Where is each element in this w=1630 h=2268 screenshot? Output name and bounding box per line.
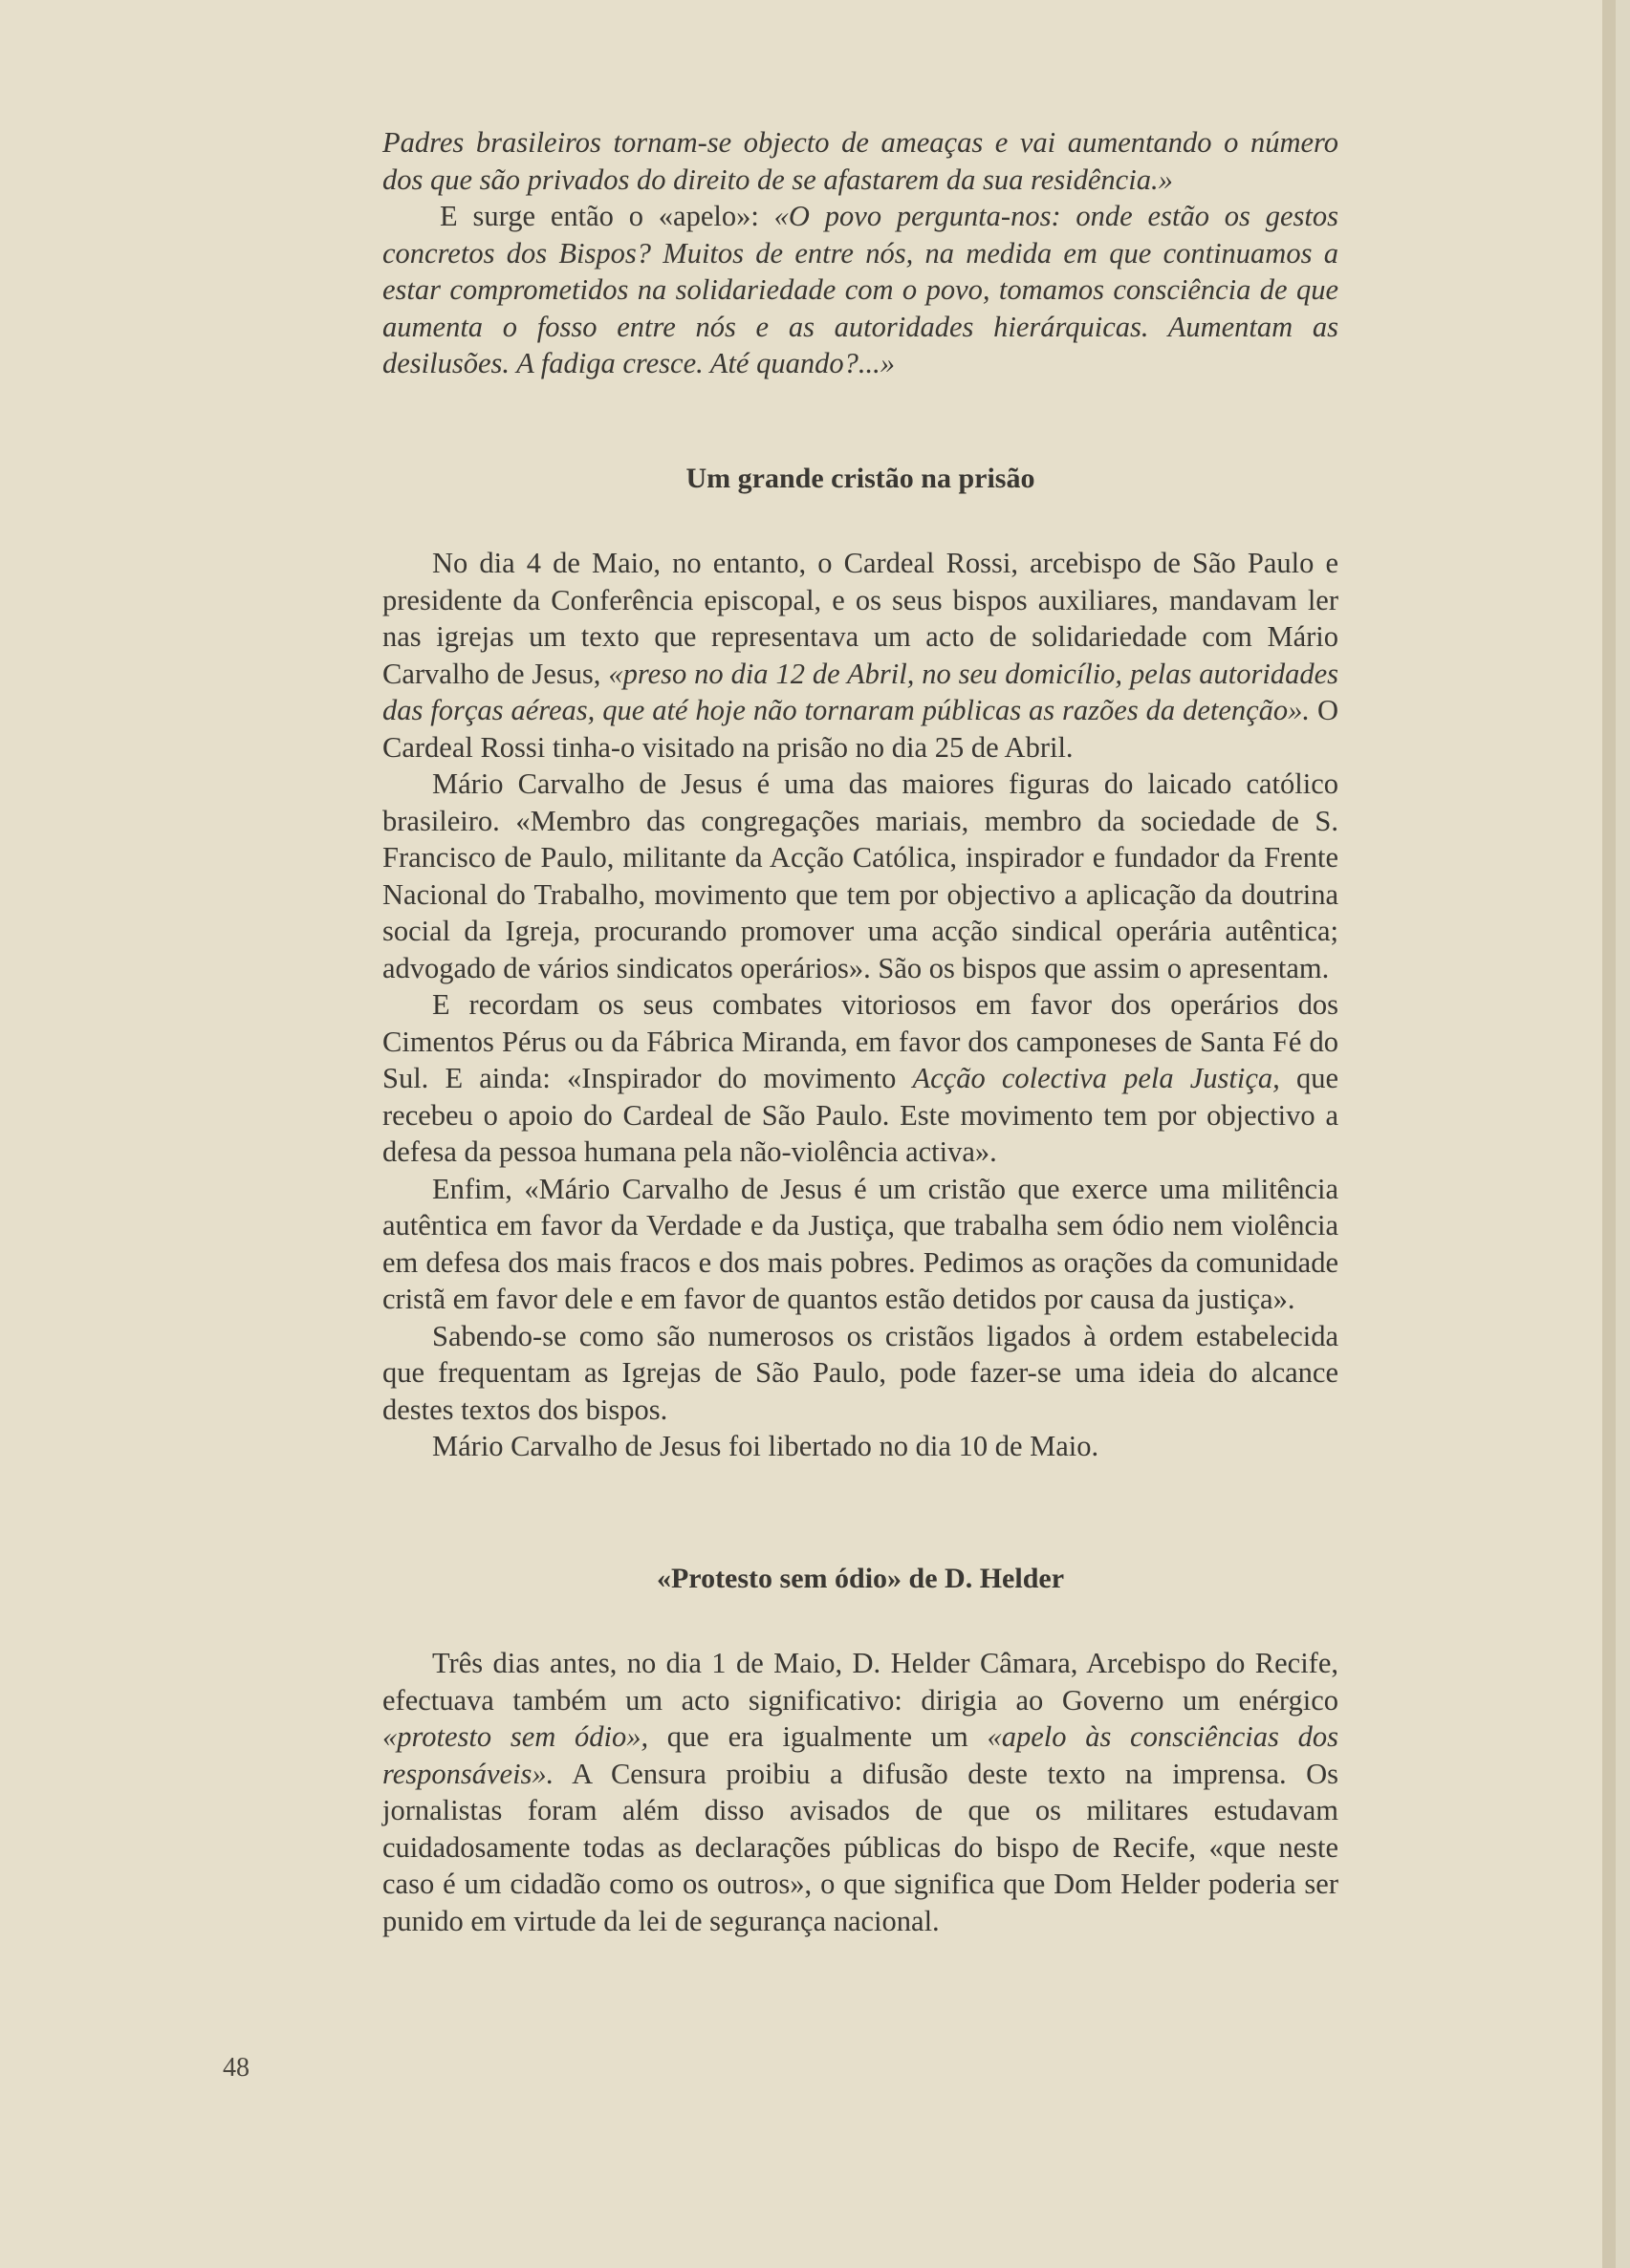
section1-paragraph-3 <box>382 986 1338 1171</box>
section1-paragraph-6: Mário Carvalho de Jesus foi libertado no dia 10 de Maio. <box>432 1430 1099 1462</box>
section1-paragraph-1-quote: «preso no dia 12 de Abril, no seu domicílio, pelas autoridades das forças aéreas, que até hoje não tornaram públicas as razões da detenção». <box>382 657 1338 726</box>
section2-paragraph-1 <box>382 1645 1338 1939</box>
intro-paragraph-2-lead: E surge então o «apelo»: <box>440 200 774 232</box>
section2-paragraph-1-a: Três dias antes, no dia 1 de Maio, D. Helder Câmara, Arcebispo do Recife, efectuava também um acto significativo: dirigia ao Governo um enérgico <box>382 1647 1338 1717</box>
intro-paragraph-1: Padres brasileiros tornam-se objecto de ameaças e vai aumentando o número dos que são privados do direito de se afastarem da sua residência.» <box>382 126 1338 196</box>
section2-paragraph-1-appeal: «apelo às consciências dos responsáveis». <box>382 1720 1338 1790</box>
section1-paragraph-5: Sabendo-se como são numerosos os cristãos ligados à ordem estabelecida que frequentam as Igrejas de São Paulo, pode fazer-se uma ideia do alcance destes textos dos bispos. <box>382 1319 1338 1426</box>
section1-paragraph-3-movement: Acção colectiva pela Justiça, <box>912 1062 1280 1094</box>
page-number: 48 <box>223 2053 250 2083</box>
section1-paragraph-1-a: No dia 4 de Maio, no entanto, o Cardeal Rossi, arcebispo de São Paulo e presidente da Conferência episcopal, e os seus bispos auxiliares, mandavam ler nas igrejas um texto que representava um acto de solidariedade com Mário Carvalho de Jesus, <box>382 547 1338 690</box>
intro-paragraph-2 <box>382 198 1338 382</box>
section1-paragraph-1 <box>382 545 1338 766</box>
section1-paragraph-1-c: O Cardeal Rossi tinha-o visitado na prisão no dia 25 de Abril. <box>382 694 1338 764</box>
section1-paragraph-4: Enfim, «Mário Carvalho de Jesus é um cristão que exerce uma militência autêntica em favor da Verdade e da Justiça, que trabalha sem ódio nem violência em defesa dos mais fracos e dos mais pobres. Pedimos as orações da comunidade cristã em favor dele e em favor de quantos estão detidos por causa da justiça». <box>382 1172 1338 1315</box>
text-column <box>382 124 1338 1939</box>
section1-paragraph-3-a: E recordam os seus combates vitoriosos em favor dos operários dos Cimentos Pérus ou da Fábrica Miranda, em favor dos camponeses de Santa Fé do Sul. E ainda: «Inspirador do movimento <box>382 988 1338 1094</box>
section1-paragraph-2: Mário Carvalho de Jesus é uma das maiores figuras do laicado católico brasileiro. «Membro das congregações mariais, membro da sociedade de S. Francisco de Paulo, militante da Acção Católica, inspirador e fundador da Frente Nacional do Trabalho, movimento que tem por objectivo a aplicação da doutrina social da Igreja, procurando promover uma acção sindical operária autêntica; advogado de vários sindicatos operários». São os bispos que assim o apresentam. <box>382 767 1338 984</box>
section-title-helder: «Protesto sem ódio» de D. Helder <box>656 1562 1065 1594</box>
section-title-prison: Um grande cristão na prisão <box>685 462 1035 494</box>
intro-paragraph-2-quote: «O povo pergunta-nos: onde estão os gestos concretos dos Bispos? Muitos de entre nós, na medida em que continuamos a estar comprometidos na solidariedade com o povo, tomamos consciência de que aumenta o fosso entre nós e as autoridades hierárquicas. Aumentam as desilusões. A fadiga cresce. Até quando?...» <box>382 200 1338 379</box>
section2-paragraph-1-protest: «protesto sem ódio», <box>382 1720 649 1753</box>
section2-paragraph-1-c: que era igualmente um <box>648 1720 988 1753</box>
intro-quote <box>382 124 1338 382</box>
section2-paragraph-1-e: A Censura proibiu a difusão deste texto na imprensa. Os jornalistas foram além disso avisados de que os militares estudavam cuidadosamente todas as declarações públicas do bispo de Recife, «que neste caso é um cidadão como os outros», o que significa que Dom Helder poderia ser punido em virtude da lei de segurança nacional. <box>382 1757 1338 1937</box>
section1-paragraph-3-c: que recebeu o apoio do Cardeal de São Paulo. Este movimento tem por objectivo a defesa da pessoa humana pela não-violência activa». <box>382 1062 1338 1168</box>
